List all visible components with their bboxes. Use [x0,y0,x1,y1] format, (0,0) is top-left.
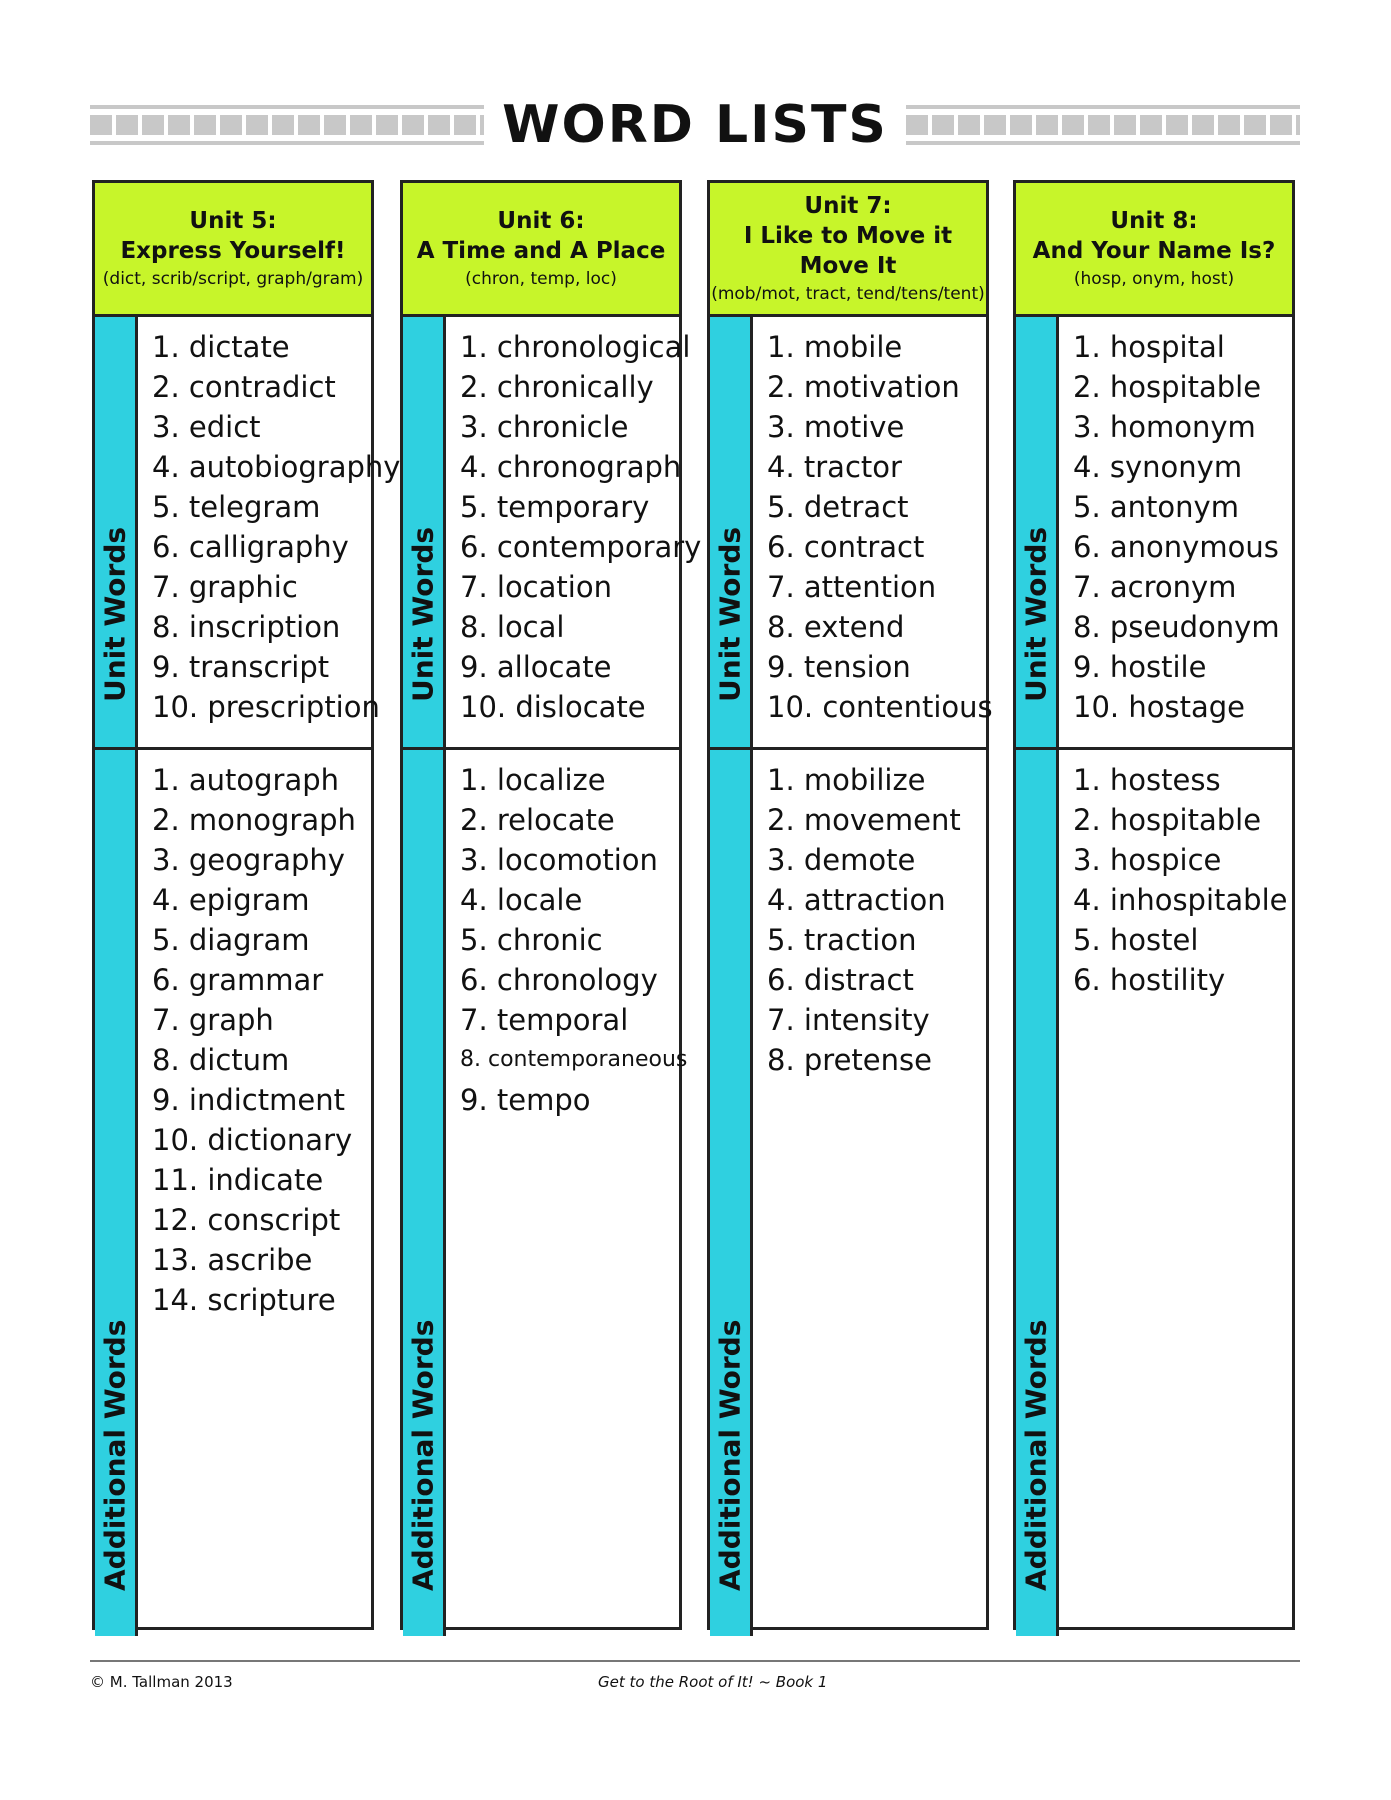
section-label: Additional Words [406,1319,440,1591]
word-item: 7. location [460,570,612,604]
unit-title: Express Yourself! [120,237,346,264]
word-list [1059,317,1280,747]
word-item: 5. telegram [152,490,321,524]
section-label: Unit Words [406,526,440,702]
section-label: Additional Words [98,1319,132,1591]
word-item: 5. hostel [1073,923,1199,957]
word-item: 6. calligraphy [152,530,349,564]
word-item: 1. chronological [460,330,691,364]
unit-title: And Your Name Is? [1032,237,1276,264]
greek-key-border-left [90,105,484,145]
word-item: 12. conscript [152,1203,341,1237]
word-item: 9. indictment [152,1083,345,1117]
word-item: 5. antonym [1073,490,1239,524]
word-item: 10. contentious [767,690,993,724]
word-item: 6. contract [767,530,925,564]
word-item: 6. anonymous [1073,530,1279,564]
word-item: 4. epigram [152,883,310,917]
section-band [1016,317,1059,747]
section-band [403,750,446,1636]
unit-roots: (dict, scrib/script, graph/gram) [102,268,364,289]
word-item: 2. relocate [460,803,615,837]
word-item: 8. dictum [152,1043,290,1077]
unit-column [1013,180,1295,1630]
unit-words-section [1016,317,1292,750]
word-item: 2. movement [767,803,961,837]
section-band [95,750,138,1636]
word-item: 11. indicate [152,1163,324,1197]
word-item: 8. extend [767,610,905,644]
word-item: 7. intensity [767,1003,930,1037]
word-item: 8. pseudonym [1073,610,1280,644]
word-item: 14. scripture [152,1283,336,1317]
word-item: 2. contradict [152,370,336,404]
word-list [446,750,687,1636]
word-item: 1. mobile [767,330,903,364]
word-item: 1. dictate [152,330,290,364]
greek-key-border-right [906,105,1300,145]
unit-name: Unit 6: [497,207,585,234]
section-label: Additional Words [713,1319,747,1591]
unit-name: Unit 8: [1110,207,1198,234]
word-item: 3. hospice [1073,843,1222,877]
additional-words-section [710,750,986,1636]
word-item: 2. hospitable [1073,803,1262,837]
unit-title: I Like to Move it Move It [743,222,953,279]
word-list [1059,750,1287,1636]
word-item: 1. hospital [1073,330,1225,364]
word-item: 5. diagram [152,923,310,957]
word-item: 5. chronic [460,923,603,957]
word-item: 8. local [460,610,565,644]
word-item: 1. mobilize [767,763,926,797]
word-item: 10. dislocate [460,690,646,724]
word-item: 3. locomotion [460,843,658,877]
section-label: Unit Words [713,526,747,702]
unit-header [1016,183,1292,317]
section-band [710,317,753,747]
unit-words-section [403,317,702,750]
word-item: 3. homonym [1073,410,1256,444]
word-item: 6. hostility [1073,963,1226,997]
section-band [403,317,446,747]
section-band [1016,750,1059,1636]
unit-words-section [95,317,401,750]
page-title: WORD LISTS [502,95,888,155]
unit-column [92,180,401,1630]
word-item: 4. autobiography [152,450,401,484]
word-item: 9. transcript [152,650,330,684]
word-item: 2. chronically [460,370,654,404]
word-item: 4. locale [460,883,583,917]
section-label: Unit Words [98,526,132,702]
word-item: 3. demote [767,843,916,877]
word-item: 7. graphic [152,570,298,604]
word-item: 4. attraction [767,883,946,917]
word-item: 7. graph [152,1003,274,1037]
word-item: 10. prescription [152,690,380,724]
unit-header [403,183,679,317]
word-item: 8. inscription [152,610,341,644]
footer-book-title: Get to the Root of It! ~ Book 1 [598,1673,828,1691]
word-item: 2. monograph [152,803,356,837]
word-item: 7. acronym [1073,570,1237,604]
unit-header [710,183,986,317]
footer-divider [90,1660,1300,1662]
word-item: 1. localize [460,763,606,797]
unit-title: A Time and A Place [416,237,666,264]
word-list [138,317,400,747]
word-item: 7. temporal [460,1003,629,1037]
additional-words-section [403,750,688,1636]
unit-header [95,183,371,317]
word-item: 5. temporary [460,490,650,524]
page-header [90,95,1300,155]
word-item: 6. contemporary [460,530,702,564]
word-item: 10. hostage [1073,690,1245,724]
unit-name: Unit 7: [804,192,892,219]
unit-words-section [710,317,993,750]
word-item: 2. motivation [767,370,960,404]
word-item: 4. synonym [1073,450,1243,484]
word-item: 1. hostess [1073,763,1221,797]
word-item: 10. dictionary [152,1123,353,1157]
word-item: 6. grammar [152,963,324,997]
word-list [753,317,993,747]
word-item: 8. pretense [767,1043,932,1077]
unit-column [707,180,993,1630]
word-list [753,750,961,1636]
word-item: 6. distract [767,963,914,997]
unit-roots: (mob/mot, tract, tend/tens/tent) [711,283,985,304]
section-label: Unit Words [1019,526,1053,702]
word-list [446,317,701,747]
word-item: 3. geography [152,843,345,877]
word-item: 5. detract [767,490,909,524]
word-item: 5. traction [767,923,917,957]
word-item: 9. tension [767,650,911,684]
unit-roots: (hosp, onym, host) [1073,268,1235,289]
unit-name: Unit 5: [189,207,277,234]
word-list [138,750,356,1636]
word-item: 9. allocate [460,650,612,684]
word-item: 8. contemporaneous [460,1047,688,1072]
word-item: 4. tractor [767,450,902,484]
word-item: 1. autograph [152,763,340,797]
word-item: 3. chronicle [460,410,629,444]
word-item: 4. inhospitable [1073,883,1288,917]
word-item: 6. chronology [460,963,658,997]
additional-words-section [95,750,371,1636]
word-item: 9. tempo [460,1083,591,1117]
word-item: 4. chronograph [460,450,682,484]
word-item: 3. edict [152,410,261,444]
word-item: 7. attention [767,570,937,604]
word-item: 13. ascribe [152,1243,313,1277]
word-item: 2. hospitable [1073,370,1262,404]
word-item: 9. hostile [1073,650,1207,684]
section-band [95,317,138,747]
footer-copyright: © M. Tallman 2013 [90,1673,233,1691]
unit-column [400,180,702,1630]
section-label: Additional Words [1019,1319,1053,1591]
additional-words-section [1016,750,1292,1636]
word-item: 3. motive [767,410,905,444]
unit-roots: (chron, temp, loc) [465,268,617,289]
section-band [710,750,753,1636]
